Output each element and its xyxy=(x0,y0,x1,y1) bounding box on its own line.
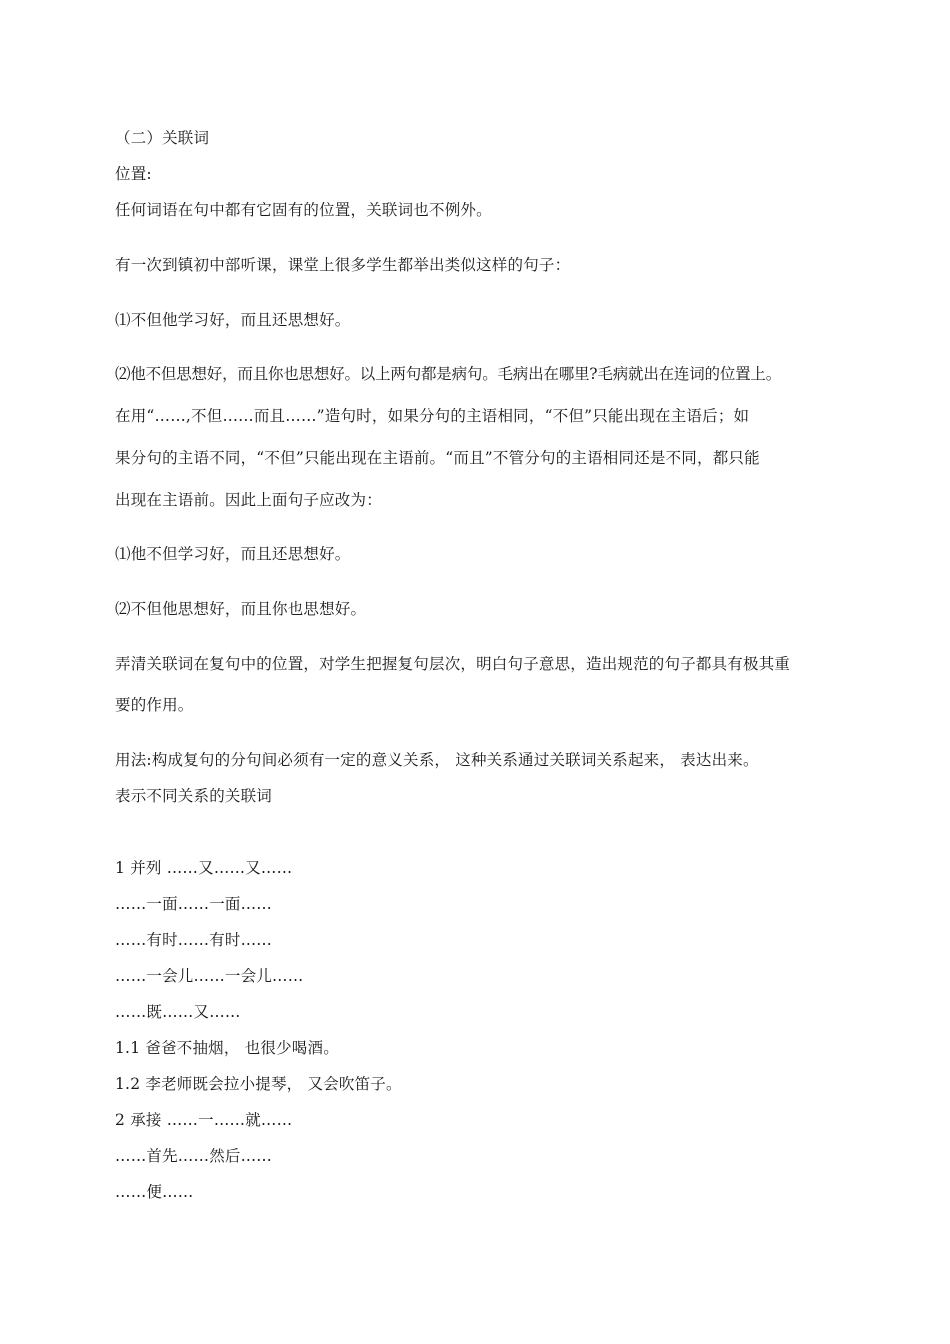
section-title: （二）关联词 xyxy=(115,129,210,147)
wrong-example-1: ⑴不但他学习好，而且还思想好。 xyxy=(115,311,351,329)
rule-line-2: 果分句的主语不同，“不但”只能出现在主语前。“而且”不管分句的主语相同还是不同，都只能 xyxy=(115,449,760,467)
list-item: ……有时……有时…… xyxy=(115,931,273,949)
list-item: ……一会儿……一会儿…… xyxy=(115,967,304,985)
list-item: 1.1 爸爸不抽烟， 也很少喝酒。 xyxy=(115,1039,339,1057)
list-item: ……便…… xyxy=(115,1183,194,1201)
list-item: ……首先……然后…… xyxy=(115,1147,273,1165)
list-item: ……一面……一面…… xyxy=(115,895,273,913)
position-heading: 位置: xyxy=(115,165,152,183)
usage-paragraph: 用法:构成复句的分句间必须有一定的意义关系， 这种关系通过关联词关系起来， 表达出来。 xyxy=(115,751,759,769)
importance-line-1: 弄清关联词在复句中的位置，对学生把握复句层次，明白句子意思，造出规范的句子都具有极其重 xyxy=(115,655,791,673)
position-intro: 任何词语在句中都有它固有的位置，关联词也不例外。 xyxy=(115,201,492,219)
anecdote-paragraph: 有一次到镇初中部听课，课堂上很多学生都举出类似这样的句子： xyxy=(115,256,571,274)
correct-example-1: ⑴他不但学习好，而且还思想好。 xyxy=(115,545,351,563)
list-item: 1.2 李老师既会拉小提琴， 又会吹笛子。 xyxy=(115,1075,402,1093)
list-item: 2 承接 ……一……就…… xyxy=(115,1111,293,1129)
rule-line-3: 出现在主语前。因此上面句子应改为： xyxy=(115,491,382,509)
relations-heading: 表示不同关系的关联词 xyxy=(115,787,273,805)
correct-example-2: ⑵不但他思想好，而且你也思想好。 xyxy=(115,600,367,618)
wrong-example-2: ⑵他不但思想好，而且你也思想好。以上两句都是病句。毛病出在哪里?毛病就出在连词的位置上。 xyxy=(115,365,782,383)
list-item: 1 并列 ……又……又…… xyxy=(115,859,293,877)
rule-line-1: 在用“……,不但……而且……”造句时，如果分句的主语相同，“不但”只能出现在主语后；如 xyxy=(115,407,750,425)
list-item: ……既……又…… xyxy=(115,1003,241,1021)
importance-line-2: 要的作用。 xyxy=(115,696,194,714)
